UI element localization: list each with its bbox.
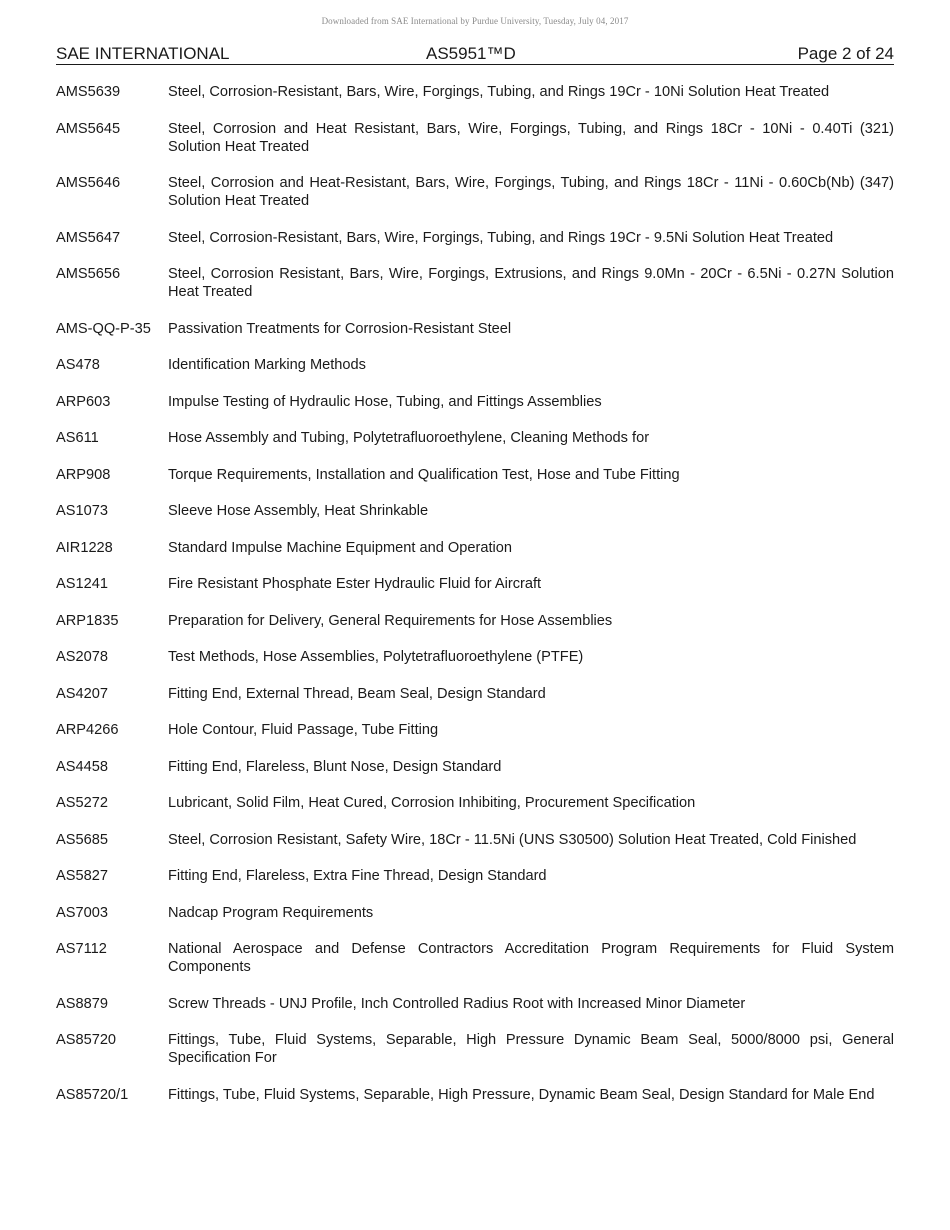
reference-title: Hose Assembly and Tubing, Polytetrafluoroethylene, Cleaning Methods for [168,430,650,446]
reference-title: Steel, Corrosion Resistant, Bars, Wire, Forgings, Extrusions, and Rings 9.0Mn - 20Cr - 6.5Ni - 0.27N Solution Heat Treated [168,266,894,300]
reference-code: AMS-QQ-P-35 [56,320,151,337]
reference-row [56,120,894,156]
reference-row [56,265,894,301]
reference-code: AS5685 [56,831,108,848]
reference-title: Steel, Corrosion-Resistant, Bars, Wire, Forgings, Tubing, and Rings 19Cr - 10Ni Solution Heat Treated [168,84,830,100]
reference-code: AMS5656 [56,266,121,282]
reference-row [56,1031,894,1067]
reference-code: ARP908 [56,466,111,483]
reference-row [56,867,894,885]
reference-title: Preparation for Delivery, General Requirements for Hose Assemblies [168,612,613,629]
reference-title: Identification Marking Methods [168,357,366,373]
reference-row [56,229,894,247]
reference-row [56,393,894,411]
reference-title: Torque Requirements, Installation and Qualification Test, Hose and Tube Fitting [168,466,680,483]
reference-code: ARP603 [56,393,111,410]
reference-title: Fire Resistant Phosphate Ester Hydraulic Fluid for Aircraft [168,576,542,592]
reference-code: AS8879 [56,995,108,1012]
reference-row [56,648,894,666]
reference-row [56,685,894,703]
reference-title: Sleeve Hose Assembly, Heat Shrinkable [168,503,429,519]
reference-title: Screw Threads - UNJ Profile, Inch Controlled Radius Root with Increased Minor Diameter [168,995,746,1012]
reference-row [56,174,894,210]
reference-row [56,429,894,447]
header-org: SAE INTERNATIONAL [56,44,230,63]
reference-code: AS5827 [56,868,108,884]
reference-row [56,1086,894,1104]
reference-title: National Aerospace and Defense Contractors Accreditation Program Requirements for Fluid System Components [168,941,894,975]
reference-row [56,575,894,593]
reference-row [56,612,894,630]
reference-code: AS478 [56,357,100,373]
reference-code: AS4458 [56,758,108,775]
reference-code: AMS5639 [56,84,121,100]
reference-title: Passivation Treatments for Corrosion-Resistant Steel [168,320,512,337]
reference-title: Steel, Corrosion-Resistant, Bars, Wire, Forgings, Tubing, and Rings 19Cr - 9.5Ni Solution Heat Treated [168,229,834,246]
reference-row [56,466,894,484]
reference-title: Fittings, Tube, Fluid Systems, Separable, High Pressure Dynamic Beam Seal, 5000/8000 psi, General Specification For [168,1032,894,1066]
reference-title: Fitting End, Flareless, Blunt Nose, Design Standard [168,758,502,775]
reference-code: ARP1835 [56,612,119,629]
reference-code: AS4207 [56,685,108,702]
reference-code: AS5272 [56,795,108,811]
reference-code: AS7112 [56,941,107,957]
header-page-number: Page 2 of 24 [797,44,894,63]
page-header [56,44,894,65]
reference-title: Steel, Corrosion and Heat-Resistant, Bars, Wire, Forgings, Tubing, and Rings 18Cr - 11Ni - 0.60Cb(Nb) (347) Solution Heat Treated [168,175,894,209]
reference-row [56,904,894,922]
reference-row [56,940,894,976]
reference-title: Steel, Corrosion Resistant, Safety Wire, 18Cr - 11.5Ni (UNS S30500) Solution Heat Treated, Cold Finished [168,831,857,848]
reference-title: Test Methods, Hose Assemblies, Polytetrafluoroethylene (PTFE) [168,649,584,665]
reference-row [56,539,894,557]
reference-title: Hole Contour, Fluid Passage, Tube Fitting [168,722,439,738]
reference-title: Fitting End, Flareless, Extra Fine Thread, Design Standard [168,868,547,884]
reference-code: AMS5647 [56,229,121,246]
reference-row [56,758,894,776]
download-watermark: Downloaded from SAE International by Purdue University, Tuesday, July 04, 2017 [321,16,629,26]
reference-title: Steel, Corrosion and Heat Resistant, Bars, Wire, Forgings, Tubing, and Rings 18Cr - 10Ni - 0.40Ti (321) Solution Heat Treated [168,120,894,155]
reference-code: AS1241 [56,576,108,592]
reference-code: AMS5645 [56,120,121,137]
reference-code: AS1073 [56,503,108,519]
reference-row [56,356,894,374]
reference-title: Nadcap Program Requirements [168,904,374,921]
reference-row [56,721,894,739]
header-doc-number: AS5951™D [426,44,516,63]
reference-list [56,83,894,1122]
reference-code: AS85720 [56,1032,117,1048]
reference-title: Lubricant, Solid Film, Heat Cured, Corrosion Inhibiting, Procurement Specification [168,795,696,811]
reference-code: AS611 [56,430,99,446]
reference-row [56,320,894,338]
reference-code: AS2078 [56,649,108,665]
reference-code: AIR1228 [56,539,113,556]
reference-row [56,794,894,812]
reference-code: AMS5646 [56,175,121,191]
reference-row [56,502,894,520]
reference-code: AS7003 [56,904,108,921]
reference-row [56,995,894,1013]
reference-title: Standard Impulse Machine Equipment and Operation [168,539,512,556]
reference-code: ARP4266 [56,722,119,738]
reference-title: Fittings, Tube, Fluid Systems, Separable, High Pressure, Dynamic Beam Seal, Design Standard for Male End [168,1086,875,1103]
reference-row [56,831,894,849]
reference-title: Fitting End, External Thread, Beam Seal, Design Standard [168,685,546,702]
reference-title: Impulse Testing of Hydraulic Hose, Tubing, and Fittings Assemblies [168,393,602,410]
reference-code: AS85720/1 [56,1086,129,1103]
reference-row [56,83,894,101]
